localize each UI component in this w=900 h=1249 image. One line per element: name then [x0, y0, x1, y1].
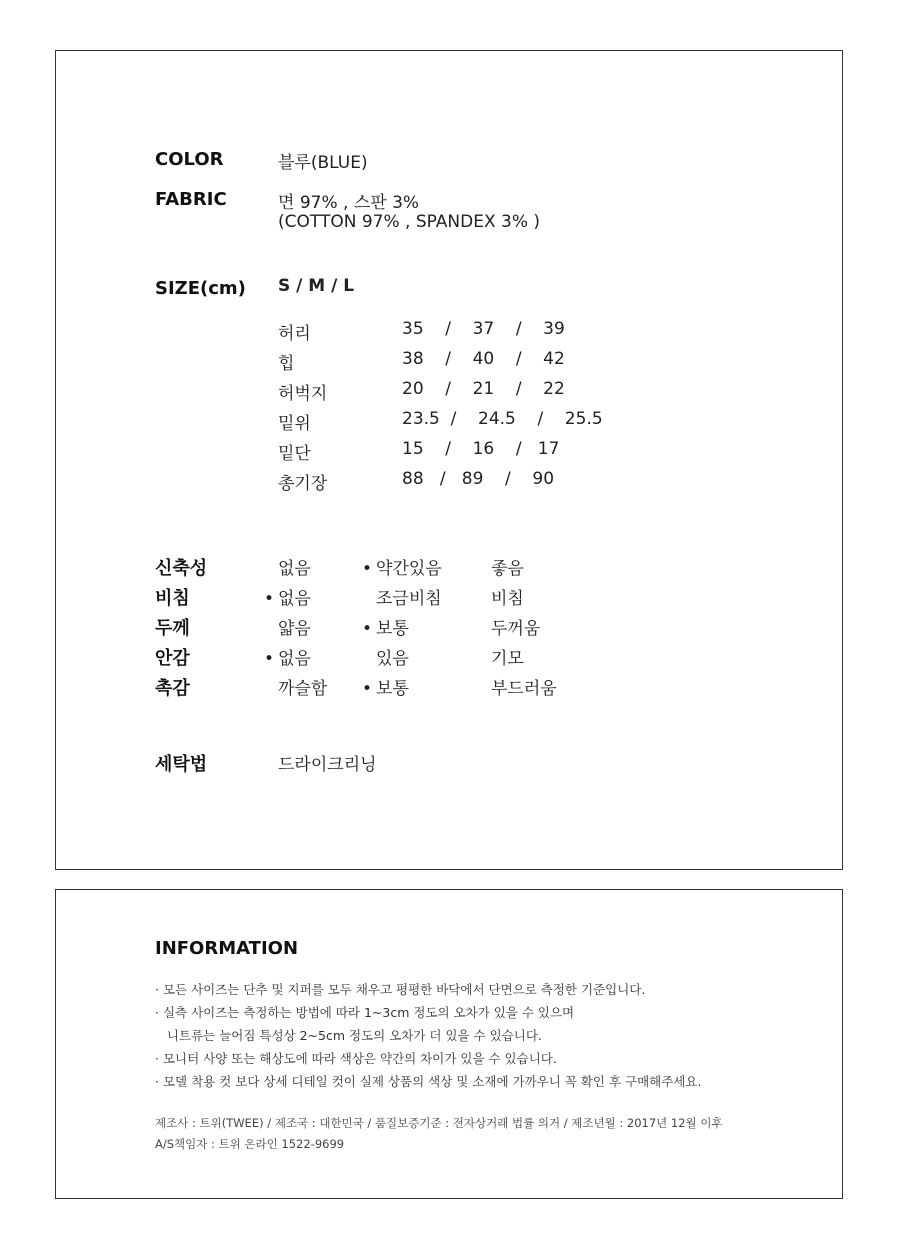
measure-name: 허벅지	[278, 384, 328, 404]
measure-values: 23.5 / 24.5 / 25.5	[402, 409, 603, 429]
attribute-label-stretch: 신축성	[155, 558, 208, 579]
attribute-label-thickness: 두께	[155, 618, 190, 639]
attribute-option-selected: • 보통	[362, 674, 409, 699]
attribute-option-selected: • 없음	[264, 644, 311, 669]
attribute-option: 조금비침	[376, 589, 442, 609]
attribute-option: 있음	[376, 649, 409, 669]
attribute-label-sheerness: 비침	[155, 588, 190, 609]
measure-name: 힙	[278, 354, 295, 374]
color-label: COLOR	[155, 149, 224, 170]
measure-name: 밑단	[278, 444, 311, 464]
attribute-option-selected: • 약간있음	[362, 554, 442, 579]
attribute-label-texture: 촉감	[155, 678, 190, 699]
size-label: SIZE(cm)	[155, 278, 246, 299]
information-line: 니트류는 늘어짐 특성상 2~5cm 정도의 오차가 더 있을 수 있습니다.	[155, 1028, 542, 1043]
washing-value: 드라이크리닝	[278, 755, 377, 775]
information-line: · 모든 사이즈는 단추 및 지퍼를 모두 채우고 평평한 바닥에서 단면으로 측정한 기준입니다.	[155, 982, 646, 997]
attribute-option-selected: • 보통	[362, 614, 409, 639]
attribute-label-lining: 안감	[155, 648, 190, 669]
information-panel	[55, 889, 843, 1199]
information-footer-as-contact: A/S책임자 : 트위 온라인 1522-9699	[155, 1137, 345, 1151]
attribute-option: 얇음	[278, 619, 311, 639]
information-line: · 모델 착용 컷 보다 상세 디테일 컷이 실제 상품의 색상 및 소재에 가까우니 꼭 확인 후 구매해주세요.	[155, 1074, 702, 1089]
washing-label: 세탁법	[155, 754, 208, 775]
attribute-option: 기모	[491, 649, 524, 669]
attribute-option-selected: • 없음	[264, 584, 311, 609]
information-footer-manufacturer: 제조사 : 트위(TWEE) / 제조국 : 대한민국 / 품질보증기준 : 전자상거래 법률 의거 / 제조년월 : 2017년 12월 이후	[155, 1116, 723, 1130]
measure-values: 88 / 89 / 90	[402, 469, 555, 489]
measure-values: 15 / 16 / 17	[402, 439, 560, 459]
measure-name: 밑위	[278, 414, 311, 434]
measure-name: 허리	[278, 324, 311, 344]
measure-name: 총기장	[278, 474, 328, 494]
information-line: · 실측 사이즈는 측정하는 방법에 따라 1~3cm 정도의 오차가 있을 수 있으며	[155, 1005, 575, 1020]
attribute-option: 없음	[278, 559, 311, 579]
color-value: 블루(BLUE)	[278, 153, 368, 173]
product-spec-panel	[55, 50, 843, 870]
attribute-option: 까슬함	[278, 679, 328, 699]
attribute-option: 부드러움	[491, 679, 557, 699]
size-value: S / M / L	[278, 276, 355, 296]
fabric-label: FABRIC	[155, 189, 227, 210]
attribute-option: 두꺼움	[491, 619, 541, 639]
measure-values: 35 / 37 / 39	[402, 319, 565, 339]
fabric-value-korean: 면 97% , 스판 3%	[278, 193, 420, 213]
information-title: INFORMATION	[155, 938, 299, 959]
attribute-option: 좋음	[491, 559, 524, 579]
measure-values: 20 / 21 / 22	[402, 379, 565, 399]
measure-values: 38 / 40 / 42	[402, 349, 565, 369]
fabric-value-english: (COTTON 97% , SPANDEX 3% )	[278, 212, 541, 232]
information-line: · 모니터 사양 또는 해상도에 따라 색상은 약간의 차이가 있을 수 있습니다.	[155, 1051, 557, 1066]
attribute-option: 비침	[491, 589, 524, 609]
